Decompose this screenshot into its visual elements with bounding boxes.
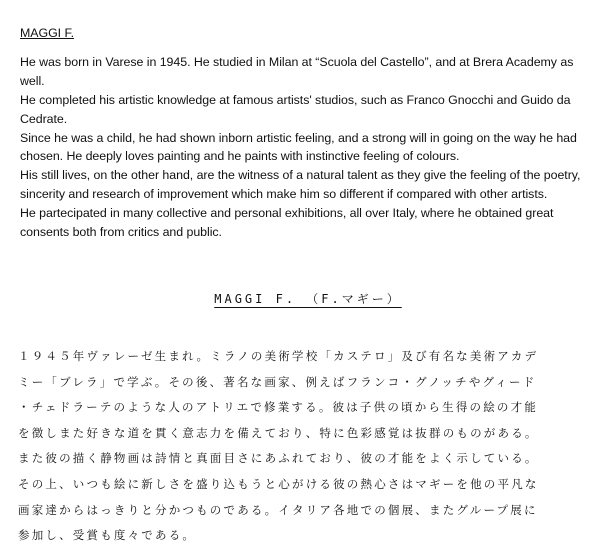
english-biography <box>20 24 586 242</box>
japanese-line: ミー「ブレラ」で学ぶ。その後、著名な画家、例えばフランコ・グノッチやグィード <box>18 374 537 389</box>
japanese-biography <box>18 344 584 549</box>
japanese-line: また彼の描く静物画は詩情と真面目さにあふれており、彼の才能をよく示している。 <box>18 451 539 466</box>
japanese-line: を徴しまた好きな道を貫く意志力を備えており、特に色彩感覚は抜群のものがある。 <box>18 425 539 440</box>
english-paragraph-exhibitions: He partecipated in many collective and personal exhibitions, all over Italy, where he obtained great consents both from critics and public. <box>20 206 554 240</box>
japanese-line: その上、いつも絵に新しさを盛り込もうと心がける彼の熱心さはマギーを他の平凡な <box>18 476 539 491</box>
japanese-line: 画家達からはっきりと分かつものである。イタリア各地での個展、またグループ展に <box>18 502 538 517</box>
japanese-title: MAGGI F. （F.マギー） <box>214 292 402 306</box>
english-paragraph-still-lives: His still lives, on the other hand, are the witness of a natural talent as they give the feeling of the poetry, sincerity and research of improvement which make him so different if compared with other artists. <box>20 168 581 202</box>
english-paragraph-studies: He completed his artistic knowledge at famous artists' studios, such as Franco Gnocchi and Guido da Cedrate. <box>20 92 571 126</box>
japanese-line: ・チェドラーテのような人のアトリエで修業する。彼は子供の頃から生得の絵の才能 <box>18 400 539 415</box>
english-title: MAGGI F. <box>20 26 74 40</box>
english-paragraph-childhood: Since he was a child, he had shown inborn artistic feeling, and a strong will in going on the way he had chosen. He deeply loves painting and he paints with instinctive feeling of colours. <box>20 130 577 164</box>
japanese-line: １９４５年ヴァレーゼ生まれ。ミラノの美術学校「カステロ」及び有名な美術アカデ <box>18 349 539 363</box>
japanese-line: 参加し、受賞も度々である。 <box>18 528 197 543</box>
english-paragraph-birth: He was born in Varese in 1945. He studied in Milan at “Scuola del Castello”, and at Brera Academy as well. <box>20 54 574 88</box>
